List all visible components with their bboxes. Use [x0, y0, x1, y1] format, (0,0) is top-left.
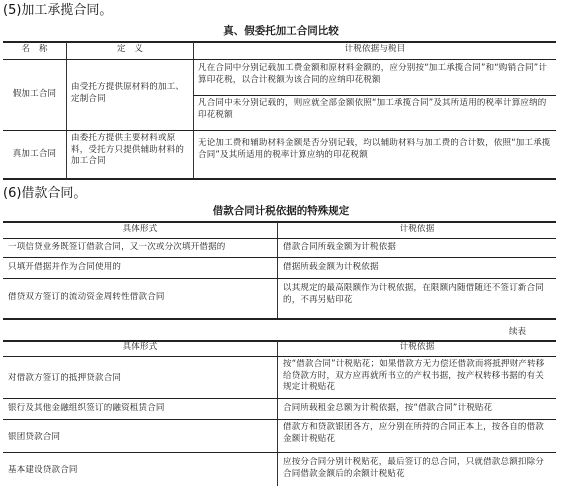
- row-basis: 应按分合同分别计税贴花，最后签订的总合同，只就借款总额扣除分合同借款金额后的余额计税贴花: [283, 457, 545, 479]
- column-header-definition: 定 义: [116, 44, 144, 54]
- column-header-form: 具体形式: [122, 224, 158, 234]
- header-rule: [3, 238, 556, 239]
- row-form: 一项信贷业务既签订借款合同，又一次或分次填开借据的: [8, 242, 226, 252]
- row-form: 银团贷款合同: [8, 432, 61, 442]
- row-form: 借贷双方签订的流动资金周转性借款合同: [8, 292, 165, 302]
- table-caption: 真、假委托加工合同比较: [223, 25, 339, 37]
- section-heading: (5)加工承揽合同。: [3, 3, 113, 18]
- column-header-basis: 计税依据: [399, 224, 435, 234]
- row-basis: 借款合同所载金额为计税依据: [283, 242, 397, 252]
- row-basis: 按“借款合同”计税贴花；如果借款方无力偿还借款而将抵押财产转移给贷款方时，双方应再就所书立的产权书据，按产权转移书据的有关规定计税贴花: [283, 359, 545, 392]
- row-rule: [3, 130, 556, 131]
- column-divider: [66, 42, 67, 178]
- row-form: 只填开借据并作为合同使用的: [8, 262, 122, 272]
- table-bottom-rule: [3, 178, 556, 180]
- column-divider: [277, 222, 278, 319]
- row-form: 对借款方签订的抵押贷款合同: [8, 373, 122, 383]
- row-basis: 借款方和贷款银团各方，应分别在所持的合同正本上，按各自的借款金额计税贴花: [283, 422, 545, 444]
- row-rule: [3, 278, 556, 279]
- row-basis: 合同所载租金总额为计税依据，按“借款合同”计税贴花: [283, 403, 493, 413]
- row-rule: [3, 398, 556, 399]
- header-rule: [3, 356, 556, 357]
- column-header-basis: 计税依据: [399, 342, 435, 352]
- row-rule: [3, 452, 556, 453]
- column-header-basis: 计税依据与税目: [344, 44, 406, 54]
- row-name: 假加工合同: [12, 89, 57, 100]
- row-form: 基本建设贷款合同: [8, 465, 78, 475]
- row-basis: 凡合同中未分别记载的，则应就全部金额依照“加工承揽合同”及其所适用的税率计算应纳的印花税额: [198, 98, 547, 120]
- inner-rule: [193, 95, 556, 96]
- table-bottom-rule: [3, 318, 556, 320]
- row-rule: [3, 419, 556, 420]
- row-basis: 借据所载金额为计税依据: [283, 262, 379, 272]
- column-divider: [277, 341, 278, 486]
- row-definition: 由委托方提供主要材料或原料，受托方只提供辅助材料的加工合同: [71, 133, 185, 166]
- row-basis: 无论加工费和辅助材料金额是否分别记载，均以辅助材料与加工费的合计数，依照“加工承揽合同”及其所适用的税率计算应纳的印花税额: [198, 138, 551, 160]
- continued-label: 续表: [508, 327, 526, 337]
- table-top-rule: [3, 221, 556, 223]
- column-divider: [193, 42, 194, 178]
- table-top-rule: [3, 41, 556, 43]
- header-rule: [3, 59, 556, 60]
- row-basis: 以其规定的最高限额作为计税依据，在限额内随借随还不签订新合同的，不再另贴印花: [283, 283, 545, 305]
- row-name: 真加工合同: [12, 148, 57, 159]
- section-heading: (6)借款合同。: [3, 186, 87, 201]
- row-definition: 由受托方提供原材料的加工、定制合同: [71, 82, 185, 104]
- row-form: 银行及其他金融组织签订的融资租赁合同: [8, 403, 165, 413]
- column-header-name: 名 称: [21, 44, 48, 54]
- table-caption: 借款合同计税依据的特殊规定: [212, 205, 350, 217]
- column-header-form: 具体形式: [122, 342, 158, 352]
- row-rule: [3, 257, 556, 258]
- row-basis: 凡在合同中分别记载加工费金额和原材料金额的，应分别按“加工承揽合同”和“购销合同”计算印花税，以合计税额为该合同的应纳印花税额: [198, 63, 548, 85]
